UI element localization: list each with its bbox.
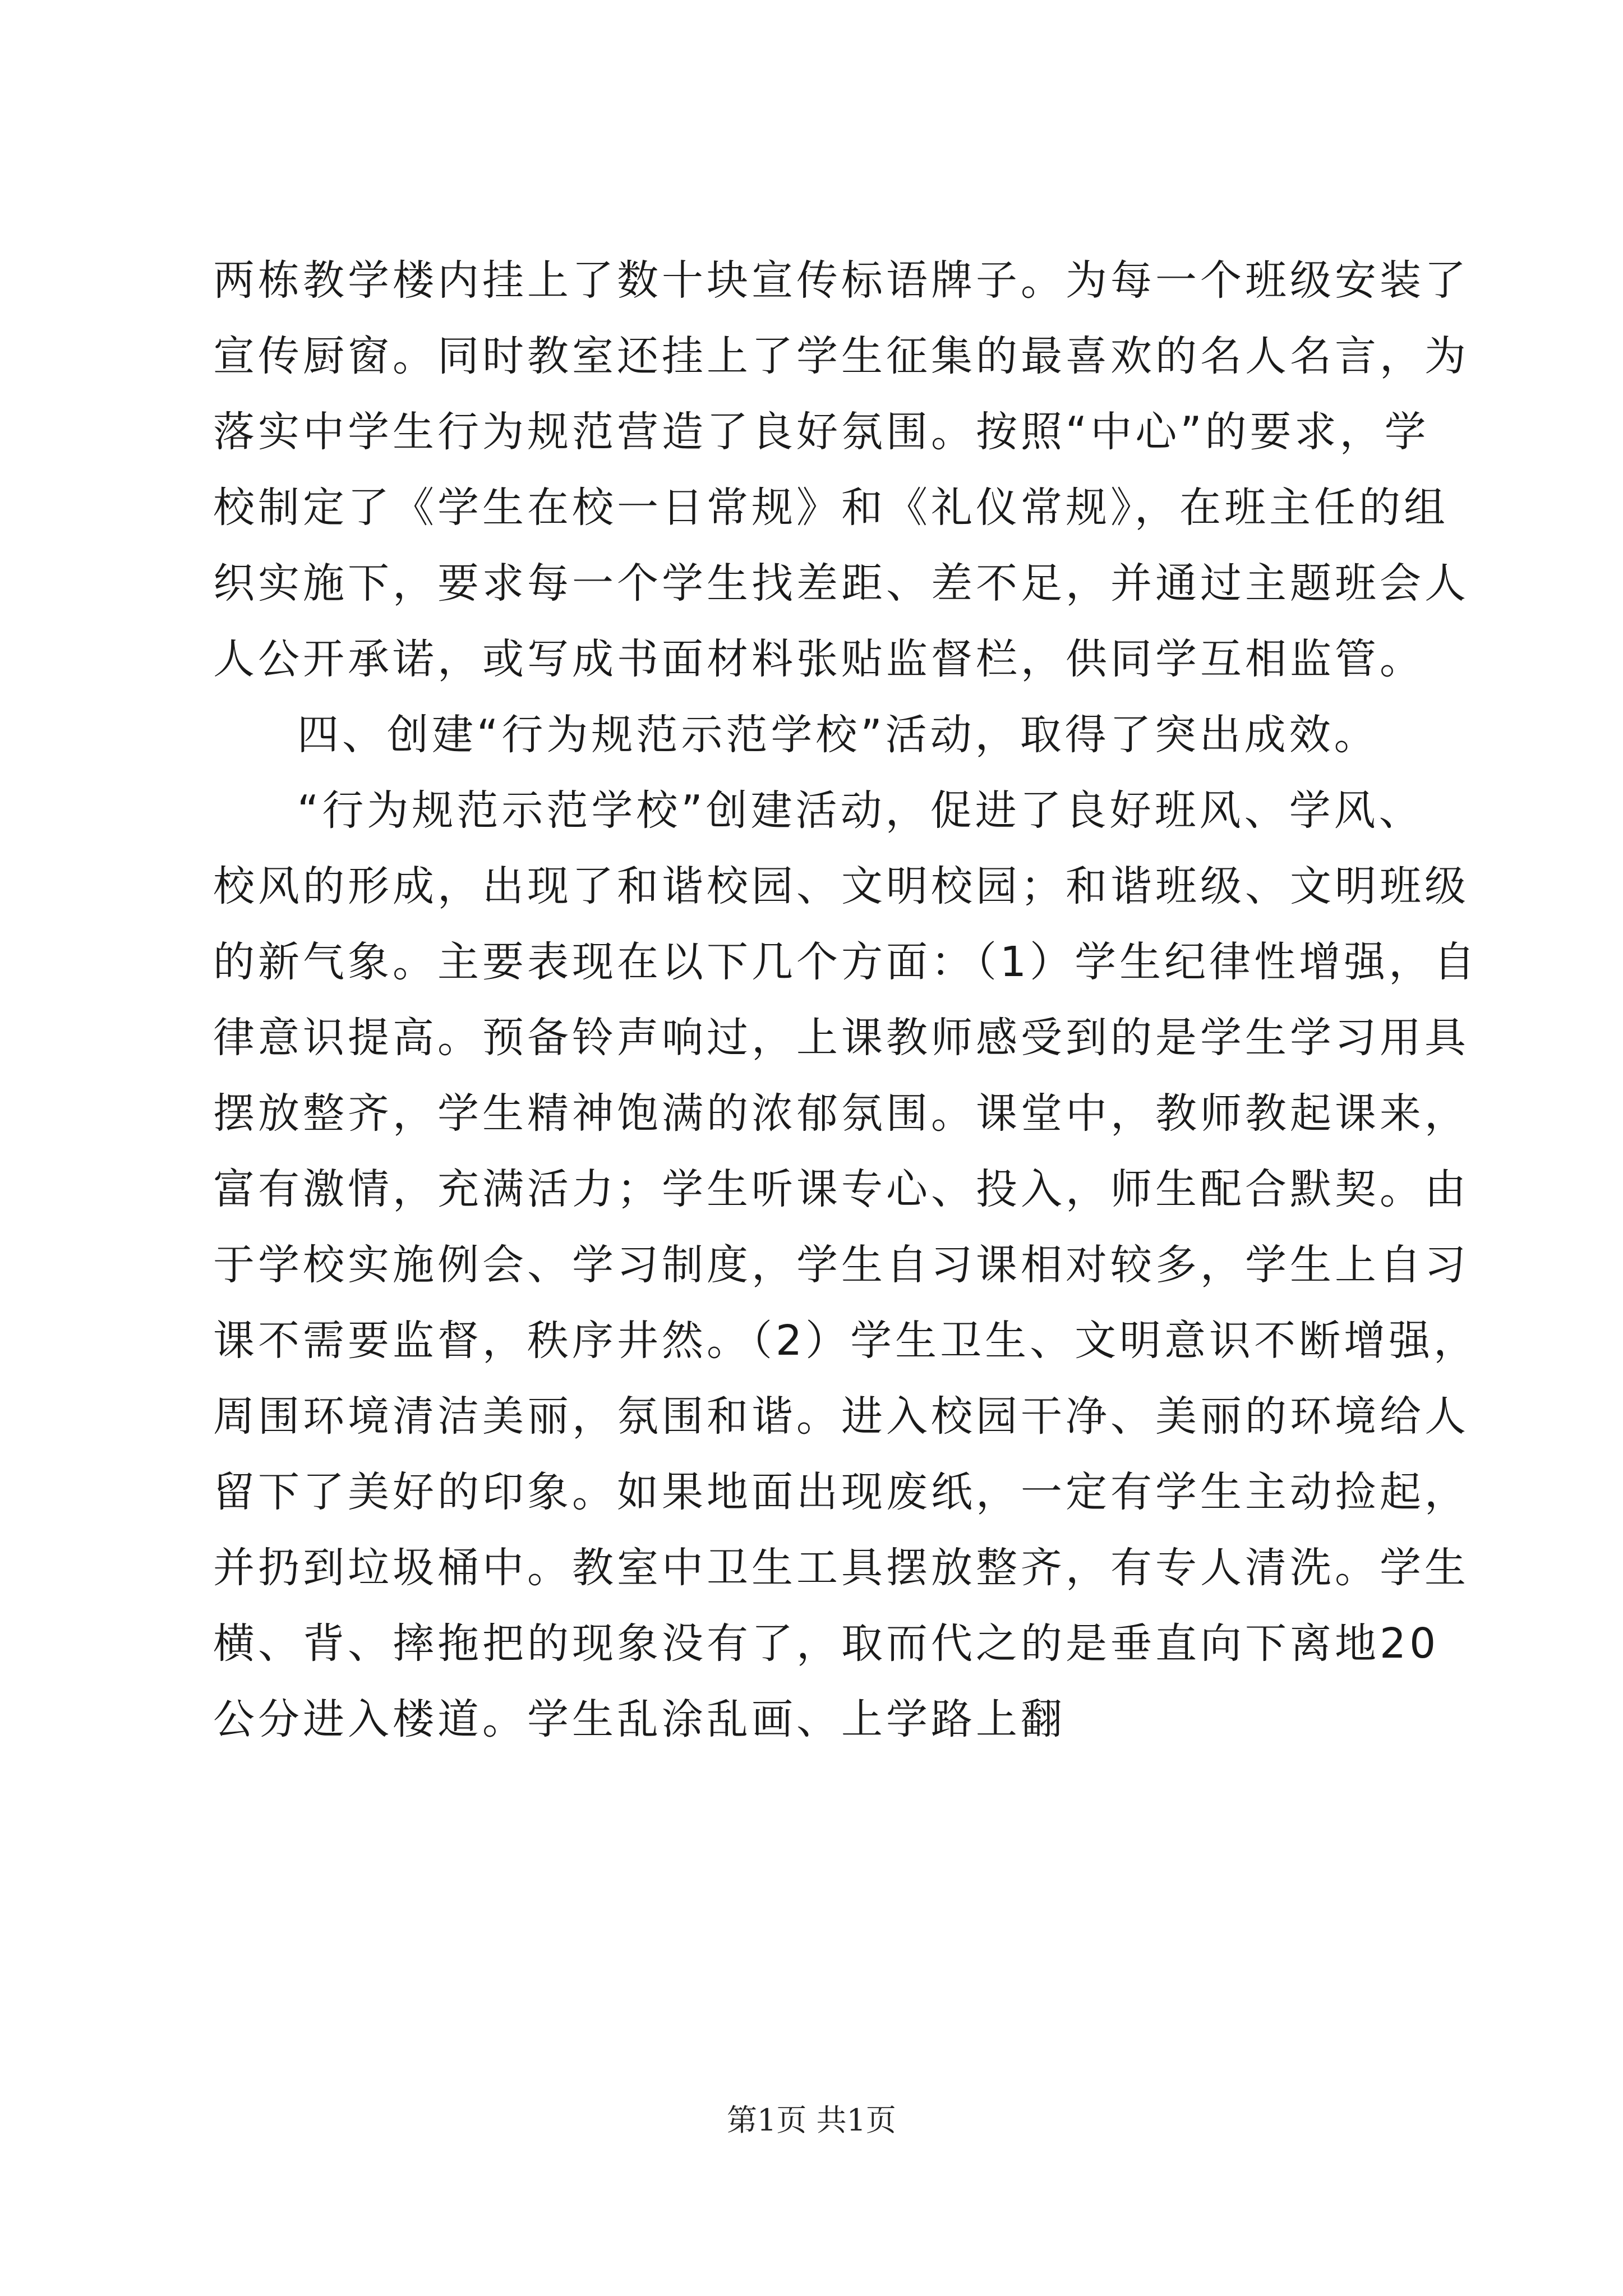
paragraph-line: 课不需要监督，秩序井然。（2）学生卫生、文明意识不断增强， [213,1317,1479,1365]
paragraph-line: 摆放整齐，学生精神饱满的浓郁氛围。课堂中，教师教起课来， [213,1089,1469,1138]
paragraph-line: “行为规范示范学校”创建活动，促进了良好班风、学风、 [297,786,1424,835]
paragraph-line: 的新气象。主要表现在以下几个方面：（1）学生纪律性增强，自 [213,938,1479,986]
page-footer: 第1页 共1页 [727,2102,896,2138]
paragraph-line: 于学校实施例会、学习制度，学生自习课相对较多，学生上自习 [213,1241,1469,1289]
paragraph-line: 校制定了《学生在校一日常规》和《礼仪常规》，在班主任的组 [213,484,1449,532]
paragraph-line: 并扔到垃圾桶中。教室中卫生工具摆放整齐，有专人清洗。学生 [213,1544,1469,1592]
section-heading: 四、创建“行为规范示范学校”活动，取得了突出成效。 [297,711,1379,759]
paragraph-line: 校风的形成，出现了和谐校园、文明校园；和谐班级、文明班级 [213,862,1469,910]
paragraph-line: 公分进入楼道。学生乱涂乱画、上学路上翻 [213,1695,1066,1743]
paragraph-line: 横、背、摔拖把的现象没有了，取而代之的是垂直向下离地20 [213,1619,1440,1668]
paragraph-line: 周围环境清洁美丽，氛围和谐。进入校园干净、美丽的环境给人 [213,1392,1469,1441]
paragraph-line: 落实中学生行为规范营造了良好氛围。按照“中心”的要求，学 [213,408,1430,456]
paragraph-line: 富有激情，充满活力；学生听课专心、投入，师生配合默契。由 [213,1165,1469,1213]
paragraph-line: 人公开承诺，或写成书面材料张贴监督栏，供同学互相监管。 [213,635,1424,683]
paragraph-line: 两栋教学楼内挂上了数十块宣传标语牌子。为每一个班级安装了 [213,256,1469,305]
paragraph-line: 宣传厨窗。同时教室还挂上了学生征集的最喜欢的名人名言，为 [213,332,1469,380]
paragraph-line: 织实施下，要求每一个学生找差距、差不足，并通过主题班会人 [213,559,1469,608]
paragraph-line: 留下了美好的印象。如果地面出现废纸，一定有学生主动捡起， [213,1468,1469,1516]
paragraph-line: 律意识提高。预备铃声响过，上课教师感受到的是学生学习用具 [213,1014,1469,1062]
